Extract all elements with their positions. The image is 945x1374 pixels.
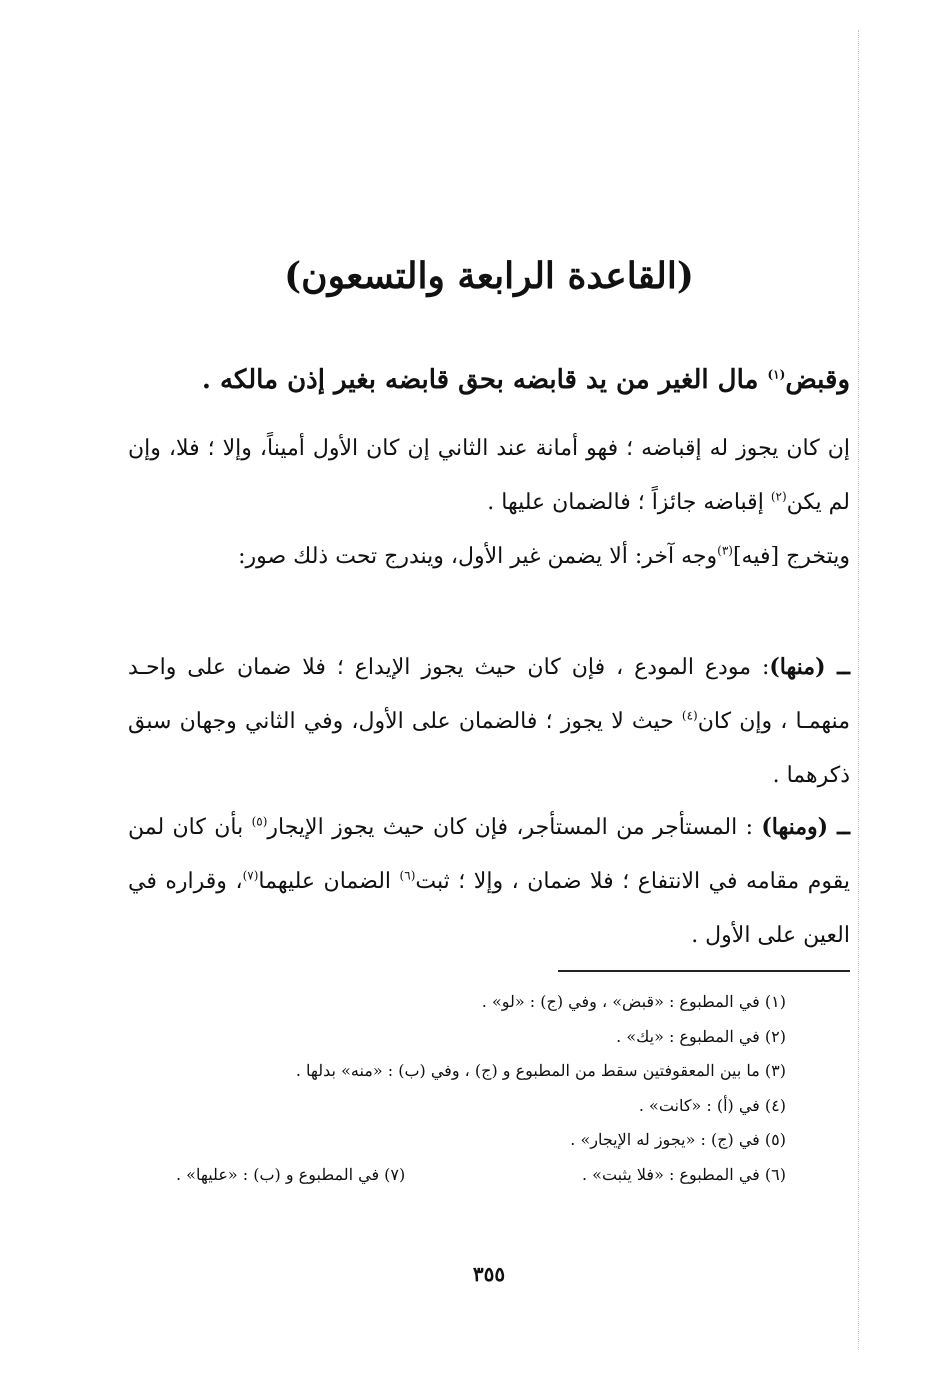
- paragraph-2: [128, 530, 850, 584]
- paragraph-4-lead: ــ (ومنها): [761, 814, 851, 840]
- footnote-3: (٣) ما بين المعقوفتين سقط من المطبوع و (ج) ، وفي (ب) : «منه» بدلها .: [295, 1061, 786, 1080]
- paragraph-4-part-1: : المستأجر من المستأجر، فإن كان حيث يجوز الإيجار: [267, 815, 762, 840]
- footnote-ref-1: (١): [767, 367, 786, 382]
- footnote-5: (٥) في (ج) : «يجوز له الإيجار» .: [570, 1130, 786, 1149]
- footnote-ref-6: (٦): [399, 868, 416, 883]
- paragraph-1-part-2: إقباضه جائزاً ؛ فالضمان عليها .: [487, 490, 771, 515]
- paragraph-1-part-1: إن كان يجوز له إقباضه ؛ فهو أمانة عند الثاني إن كان الأول أميناً، وإلا ؛ فلا، وإن لم يكن: [128, 436, 850, 515]
- rule-heading: (القاعدة الرابعة والتسعون): [284, 255, 694, 297]
- paragraph-4-part-3: الضمان عليهما: [258, 869, 400, 894]
- footnote-ref-3: (٣): [717, 543, 733, 558]
- paragraph-1: [128, 422, 850, 530]
- rule-statement-end: مال الغير من يد قابضه بحق قابضه بغير إذن مالكه .: [201, 365, 768, 395]
- footnotes: [166, 985, 786, 1192]
- page-edge-line: [858, 30, 859, 1350]
- rule-statement-start: وقبض: [785, 365, 850, 395]
- footnote-ref-2: (٢): [770, 489, 787, 504]
- paragraph-2-part-2: وجه آخر: ألا يضمن غير الأول، ويندرج تحت ذلك صور:: [238, 544, 718, 569]
- footnote-separator: [558, 970, 850, 972]
- paragraph-4: [128, 800, 850, 963]
- footnote-ref-7: (٧): [242, 868, 259, 883]
- footnote-row-6-7: [176, 1158, 786, 1193]
- paragraph-3-lead: ــ (منها): [769, 654, 850, 680]
- paragraph-4-part-2: بأن كان لمن يقوم مقامه في الانتفاع ؛ فلا ضمان ، وإلا ؛ ثبت: [128, 815, 850, 894]
- footnote-6: (٦) في المطبوع : «فلا يثبت» .: [582, 1164, 786, 1184]
- footnote-4: (٤) في (أ) : «كانت» .: [638, 1095, 786, 1115]
- footnote-1: (١) في المطبوع : «قبض» ، وفي (ج) : «لو» .: [481, 992, 786, 1011]
- paragraph-3: [128, 640, 850, 803]
- rule-statement: [160, 352, 850, 408]
- paragraph-3-part-1: : مودع المودع ، فإن كان حيث يجوز الإيداع ؛ فلا ضمان على واحـد منهمـا ، وإن كان: [128, 655, 850, 734]
- footnote-7: (٧) في المطبوع و (ب) : «عليها» .: [176, 1164, 406, 1184]
- book-page: [128, 0, 850, 1374]
- footnote-ref-5: (٥): [251, 814, 268, 829]
- paragraph-3-part-2: حيث لا يجوز ؛ فالضمان على الأول، وفي الثاني وجهان سبق ذكرهما .: [128, 709, 850, 788]
- page-number: ٣٥٥: [472, 1262, 506, 1286]
- footnote-2: (٢) في المطبوع : «يك» .: [616, 1026, 786, 1046]
- paragraph-4-part-4: ، وقراره في العين على الأول .: [128, 869, 850, 948]
- paragraph-2-part-1: ويتخرج [فيه]: [732, 544, 850, 569]
- footnote-ref-4: (٤): [681, 708, 698, 723]
